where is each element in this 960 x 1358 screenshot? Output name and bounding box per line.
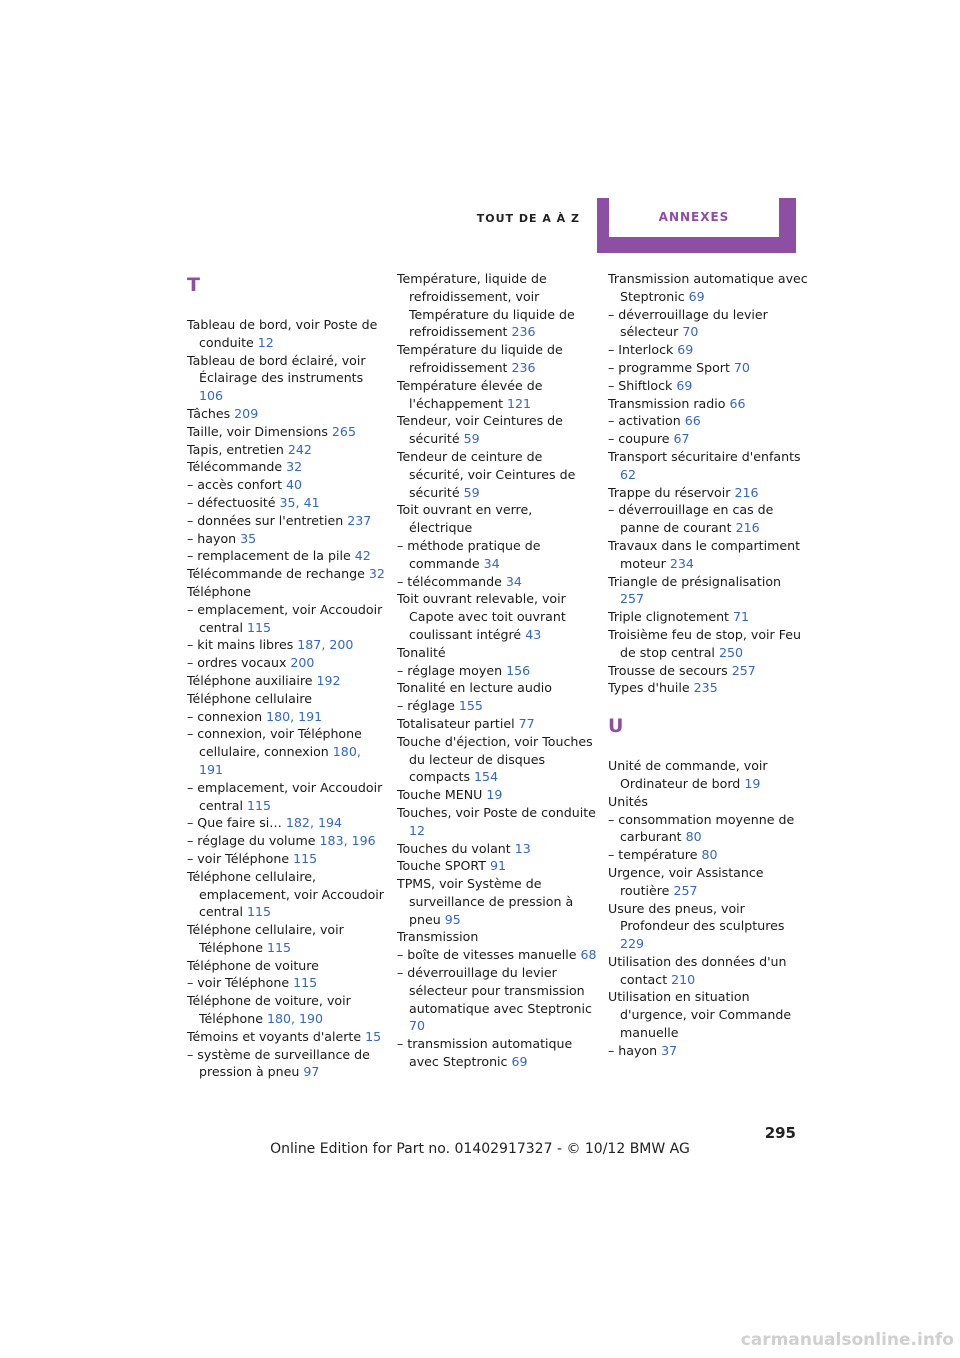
index-entry-text: Travaux dans le compartiment moteur: [608, 537, 801, 571]
index-entry: [608, 377, 808, 395]
index-entry: [608, 864, 808, 900]
index-entry: [608, 306, 808, 342]
index-entry-text: – connexion, voir Téléphone cellulaire, connexion: [187, 726, 362, 760]
index-entry: [187, 708, 387, 726]
page-reference-link[interactable]: 216: [735, 520, 760, 536]
page-reference-link[interactable]: 257: [673, 882, 698, 898]
index-entry-text: Triangle de présignalisation: [608, 573, 782, 589]
page-reference-link[interactable]: 121: [507, 395, 532, 411]
page-reference-link[interactable]: 37: [661, 1042, 678, 1058]
page-reference-link[interactable]: 97: [303, 1064, 320, 1080]
index-entry-text: – données sur l'entretien: [187, 512, 348, 528]
page-reference-link[interactable]: 35, 41: [279, 494, 320, 510]
page-reference-link[interactable]: 237: [347, 512, 372, 528]
index-entry-text: – température: [608, 847, 702, 863]
page-reference-link[interactable]: 115: [247, 797, 272, 813]
index-entry: [187, 957, 387, 975]
page-reference-link[interactable]: 34: [505, 573, 522, 589]
index-entry-text: – déverrouillage du levier sélecteur: [608, 306, 768, 340]
index-entry: [187, 458, 387, 476]
page-reference-link[interactable]: 19: [744, 775, 761, 791]
index-entry-text: Téléphone auxiliaire: [187, 672, 317, 688]
page-reference-link[interactable]: 242: [287, 441, 312, 457]
page-reference-link[interactable]: 115: [293, 850, 318, 866]
page-reference-link[interactable]: 70: [733, 359, 750, 375]
index-column-1: [187, 270, 387, 1081]
index-entry: [187, 868, 387, 921]
page-reference-link[interactable]: 265: [331, 423, 356, 439]
index-entry: [608, 626, 808, 662]
index-entry: [187, 547, 387, 565]
index-letter-heading: T: [187, 274, 200, 296]
index-entry: [187, 1046, 387, 1082]
index-entry-text: Touche d'éjection, voir Touches du lecteur de disques compacts: [397, 733, 593, 785]
index-entry: [397, 412, 597, 448]
index-entry-text: Température élevée de l'échappement: [397, 377, 543, 411]
index-entry: [397, 715, 597, 733]
index-entry-text: – activation: [608, 413, 685, 429]
page-reference-link[interactable]: 154: [474, 769, 499, 785]
index-entry: [397, 341, 597, 377]
index-entry-text: – système de surveillance de pression à pneu: [187, 1046, 370, 1080]
index-entry: [608, 679, 808, 697]
page-reference-link[interactable]: 236: [511, 359, 536, 375]
page-reference-link[interactable]: 42: [354, 548, 371, 564]
index-entry-text: – voir Téléphone: [187, 975, 294, 991]
index-entry-text: – méthode pratique de commande: [397, 537, 541, 571]
index-entry-text: Touche SPORT: [397, 858, 490, 874]
index-entry: [608, 608, 808, 626]
index-entry-text: Téléphone cellulaire, emplacement, voir Accoudoir central: [187, 868, 384, 920]
index-entry-text: – consommation moyenne de carburant: [608, 811, 795, 845]
page-reference-link[interactable]: 80: [701, 847, 718, 863]
index-entry: [187, 494, 387, 512]
index-entry-text: – réglage du volume: [187, 833, 320, 849]
index-entry: [397, 733, 597, 786]
index-entry-text: Toit ouvrant relevable, voir Capote avec toit ouvrant coulissant intégré: [397, 591, 566, 642]
index-entry: [187, 690, 387, 708]
page-reference-link[interactable]: 183, 196: [319, 833, 376, 849]
index-entry-text: Téléphone: [187, 583, 251, 599]
index-entry-text: Téléphone de voiture: [187, 957, 319, 973]
page-number: 295: [764, 1124, 796, 1142]
index-entry: [608, 757, 808, 793]
index-entry: [187, 814, 387, 832]
page-reference-link[interactable]: 235: [693, 680, 718, 696]
page-reference-link[interactable]: 35: [240, 530, 257, 546]
index-entry: [397, 644, 597, 662]
index-entry-text: Utilisation des données d'un contact: [608, 953, 787, 987]
index-entry: [397, 377, 597, 413]
index-entry-text: – réglage: [397, 698, 459, 714]
index-entry: [608, 501, 808, 537]
page-reference-link[interactable]: 69: [676, 377, 693, 393]
index-entry: [608, 484, 808, 502]
page-reference-link[interactable]: 13: [514, 840, 531, 856]
page-reference-link[interactable]: 106: [199, 388, 224, 404]
page-reference-link[interactable]: 69: [511, 1054, 528, 1070]
index-entry: [608, 537, 808, 573]
page-reference-link[interactable]: 200: [290, 655, 315, 671]
page-reference-link[interactable]: 229: [620, 936, 645, 952]
index-entry-text: Tâches: [187, 405, 235, 421]
index-entry-text: Téléphone cellulaire, voir Téléphone: [187, 922, 344, 955]
index-entry: [397, 840, 597, 858]
index-entry-text: – ordres vocaux: [187, 655, 291, 671]
index-entry: [187, 672, 387, 690]
index-entry: [187, 405, 387, 423]
index-entry: [397, 448, 597, 501]
index-entry: [187, 779, 387, 815]
index-entry-text: – coupure: [608, 431, 674, 447]
index-entry-text: – kit mains libres: [187, 637, 298, 653]
page-reference-link[interactable]: 115: [247, 619, 272, 635]
index-entry-text: Unités: [608, 793, 648, 809]
page-reference-link[interactable]: 182, 194: [285, 815, 342, 831]
index-entry-text: – accès confort: [187, 477, 287, 493]
page-reference-link[interactable]: 115: [247, 904, 272, 920]
index-entry: [187, 530, 387, 548]
page-reference-link[interactable]: 68: [580, 947, 597, 963]
index-column-2: [397, 270, 597, 1071]
page-reference-link[interactable]: 250: [718, 644, 743, 660]
index-entry: [187, 654, 387, 672]
index-entry-text: Trappe du réservoir: [608, 484, 735, 500]
index-entry-text: Transmission radio: [608, 395, 730, 411]
page-reference-link[interactable]: 70: [409, 1018, 426, 1034]
index-entry-text: Tendeur de ceinture de sécurité, voir Ceintures de sécurité: [397, 448, 576, 500]
index-entry: [608, 662, 808, 680]
page-reference-link[interactable]: 209: [234, 405, 259, 421]
page-reference-link[interactable]: 77: [518, 715, 535, 731]
index-entry-text: – déverrouillage du levier sélecteur pour transmission automatique avec Steptronic: [397, 965, 592, 1016]
index-entry: [608, 573, 808, 609]
index-entry-text: Télécommande de rechange: [187, 566, 369, 582]
index-entry: [187, 565, 387, 583]
index-column-3: [608, 270, 808, 1060]
page-reference-link[interactable]: 43: [525, 626, 542, 642]
page-reference-link[interactable]: 180, 191: [266, 708, 323, 724]
page-reference-link[interactable]: 91: [489, 858, 506, 874]
index-entry-text: Toit ouvrant en verre, électrique: [397, 502, 533, 536]
index-entry: [608, 988, 808, 1041]
index-entry: [397, 857, 597, 875]
index-entry: [608, 900, 808, 953]
index-entry: [397, 786, 597, 804]
page-reference-link[interactable]: 62: [620, 466, 637, 482]
index-entry: [397, 270, 597, 341]
page-reference-link[interactable]: 32: [286, 459, 303, 475]
index-entry-text: Tableau de bord éclairé, voir Éclairage des instruments: [187, 352, 366, 386]
index-entry: [608, 395, 808, 413]
page-reference-link[interactable]: 236: [511, 324, 536, 340]
page-reference-link[interactable]: 69: [688, 288, 705, 304]
index-entry-text: – connexion: [187, 708, 267, 724]
page-reference-link[interactable]: 40: [286, 477, 303, 493]
page-reference-link[interactable]: 12: [409, 822, 426, 838]
index-entry-text: – hayon: [608, 1042, 662, 1058]
page-reference-link[interactable]: 192: [316, 672, 341, 688]
index-entry: [187, 850, 387, 868]
chapter-tab: [597, 198, 796, 253]
index-entry: [397, 501, 597, 537]
index-entry: [187, 512, 387, 530]
index-entry-text: – déverrouillage en cas de panne de courant: [608, 502, 774, 536]
page-reference-link[interactable]: 67: [673, 431, 690, 447]
index-entry: [608, 448, 808, 484]
page-reference-link[interactable]: 15: [365, 1028, 382, 1044]
index-entry: [397, 964, 597, 1035]
index-entry-text: Tapis, entretien: [187, 441, 288, 457]
index-entry-text: Unité de commande, voir Ordinateur de bord: [608, 758, 768, 791]
page-reference-link[interactable]: 19: [486, 787, 503, 803]
index-entry: [608, 341, 808, 359]
index-entry: [397, 875, 597, 928]
index-entry-text: – emplacement, voir Accoudoir central: [187, 601, 383, 635]
index-entry: [608, 359, 808, 377]
index-entry-text: – Que faire si…: [187, 815, 286, 831]
index-entry-text: Tonalité: [397, 644, 446, 660]
page-reference-link[interactable]: 210: [671, 971, 696, 987]
index-entry-text: Télécommande: [187, 459, 287, 475]
index-entry: [397, 537, 597, 573]
index-entry-text: Totalisateur partiel: [397, 715, 519, 731]
page-reference-link[interactable]: 234: [669, 555, 694, 571]
page-reference-link[interactable]: 216: [734, 484, 759, 500]
index-entry: [397, 946, 597, 964]
index-entry-text: – Interlock: [608, 342, 678, 358]
index-entry-text: Téléphone de voiture, voir Téléphone: [187, 993, 351, 1027]
running-header-section: TOUT DE A À Z: [476, 212, 580, 225]
index-entry-text: Touches du volant: [397, 840, 515, 856]
index-entry: [187, 832, 387, 850]
index-entry: [187, 974, 387, 992]
index-entry: [608, 270, 808, 306]
index-entry: [187, 441, 387, 459]
page-reference-link[interactable]: 80: [685, 829, 702, 845]
index-entry: [397, 573, 597, 591]
page-reference-link[interactable]: 66: [729, 395, 746, 411]
index-entry: [187, 423, 387, 441]
page-reference-link[interactable]: 59: [463, 431, 480, 447]
index-entry: [187, 352, 387, 405]
index-entry-text: Transmission automatique avec Steptronic: [608, 271, 808, 304]
index-entry-text: – programme Sport: [608, 359, 734, 375]
index-letter-heading: U: [608, 715, 624, 738]
page-reference-link[interactable]: 70: [682, 324, 699, 340]
index-entry: [187, 992, 387, 1028]
index-entry: [187, 921, 387, 957]
watermark: carmanualsonline.info: [740, 1330, 954, 1350]
index-entry: [187, 1028, 387, 1046]
index-entry-text: Témoins et voyants d'alerte: [187, 1028, 366, 1044]
page-reference-link[interactable]: 12: [257, 334, 274, 350]
page-reference-link[interactable]: 180, 190: [266, 1011, 324, 1027]
index-entry-text: – voir Téléphone: [187, 850, 294, 866]
page-reference-link[interactable]: 115: [293, 975, 318, 991]
page-reference-link[interactable]: 187, 200: [297, 637, 354, 653]
index-entry: [608, 430, 808, 448]
index-entry: [608, 953, 808, 989]
index-entry-text: Taille, voir Dimensions: [187, 423, 332, 439]
index-entry-text: Transport sécuritaire d'enfants: [608, 448, 801, 464]
page-reference-link[interactable]: 156: [506, 662, 531, 678]
index-entry-text: – remplacement de la pile: [187, 548, 355, 564]
page-reference-link[interactable]: 66: [684, 413, 701, 429]
page-reference-link[interactable]: 155: [458, 698, 483, 714]
page-reference-link[interactable]: 71: [733, 609, 750, 625]
index-entry-text: – réglage moyen: [397, 662, 507, 678]
index-entry-text: Téléphone cellulaire: [187, 690, 312, 706]
page-reference-link[interactable]: 69: [677, 342, 694, 358]
page-reference-link[interactable]: 257: [731, 662, 756, 678]
page-reference-link[interactable]: 34: [483, 555, 500, 571]
chapter-tab-label: ANNEXES: [658, 210, 730, 224]
page-reference-link[interactable]: 115: [266, 939, 292, 955]
index-entry: [397, 928, 597, 946]
index-entry-text: Utilisation en situation d'urgence, voir Commande manuelle: [608, 989, 792, 1041]
index-entry-text: TPMS, voir Système de surveillance de pression à pneu: [397, 876, 574, 927]
index-entry-text: Transmission: [397, 929, 479, 945]
index-entry: [187, 725, 387, 778]
index-entry-text: Troisième feu de stop, voir Feu de stop central: [608, 626, 802, 660]
index-entry-text: – transmission automatique avec Steptronic: [397, 1036, 573, 1070]
index-entry: [397, 662, 597, 680]
index-entry-text: Tableau de bord, voir Poste de conduite: [187, 317, 378, 350]
index-entry-text: Touches, voir Poste de conduite: [397, 804, 596, 820]
page-reference-link[interactable]: 180, 191: [199, 744, 361, 777]
chapter-tab-inner: [609, 198, 779, 237]
index-entry: [608, 412, 808, 430]
index-entry-text: – boîte de vitesses manuelle: [397, 947, 581, 963]
index-entry-text: – Shiftlock: [608, 377, 677, 393]
index-entry-text: – défectuosité: [187, 494, 280, 510]
index-entry: [608, 846, 808, 864]
page-reference-link[interactable]: 95: [444, 911, 461, 927]
index-entry-text: – hayon: [187, 530, 241, 546]
index-entry: [608, 1042, 808, 1060]
index-entry: [397, 590, 597, 643]
index-entry-text: Usure des pneus, voir Profondeur des sculptures: [608, 900, 785, 934]
page-reference-link[interactable]: 257: [620, 591, 645, 607]
index-entry: [397, 804, 597, 840]
index-entry-text: Trousse de secours: [608, 662, 732, 678]
index-entry: [187, 601, 387, 637]
index-entry-text: – télécommande: [397, 573, 506, 589]
index-entry-text: Tonalité en lecture audio: [397, 680, 553, 696]
index-entry: [608, 793, 808, 811]
index-entry-text: Types d'huile: [608, 680, 694, 696]
index-entry: [397, 679, 597, 697]
index-entry-text: Température du liquide de refroidissement: [397, 342, 563, 375]
footer-edition: Online Edition for Part no. 01402917327 - © 10/12 BMW AG: [270, 1141, 690, 1157]
index-entry-text: Triple clignotement: [608, 609, 733, 625]
index-entry: [608, 811, 808, 847]
index-entry: [187, 636, 387, 654]
index-entry-text: Urgence, voir Assistance routière: [608, 864, 764, 898]
index-entry: [187, 476, 387, 494]
index-entry: [187, 316, 387, 352]
index-entry: [397, 697, 597, 715]
page-reference-link[interactable]: 59: [463, 484, 480, 500]
index-entry-text: – emplacement, voir Accoudoir central: [187, 779, 383, 813]
index-entry-text: Température, liquide de refroidissement, voir Température du liquide de refroidissement: [397, 271, 575, 340]
index-entry-text: Tendeur, voir Ceintures de sécurité: [397, 413, 563, 447]
index-entry: [187, 583, 387, 601]
index-entry-text: Touche MENU: [397, 787, 487, 803]
index-entry: [397, 1035, 597, 1071]
page-reference-link[interactable]: 32: [368, 566, 385, 582]
